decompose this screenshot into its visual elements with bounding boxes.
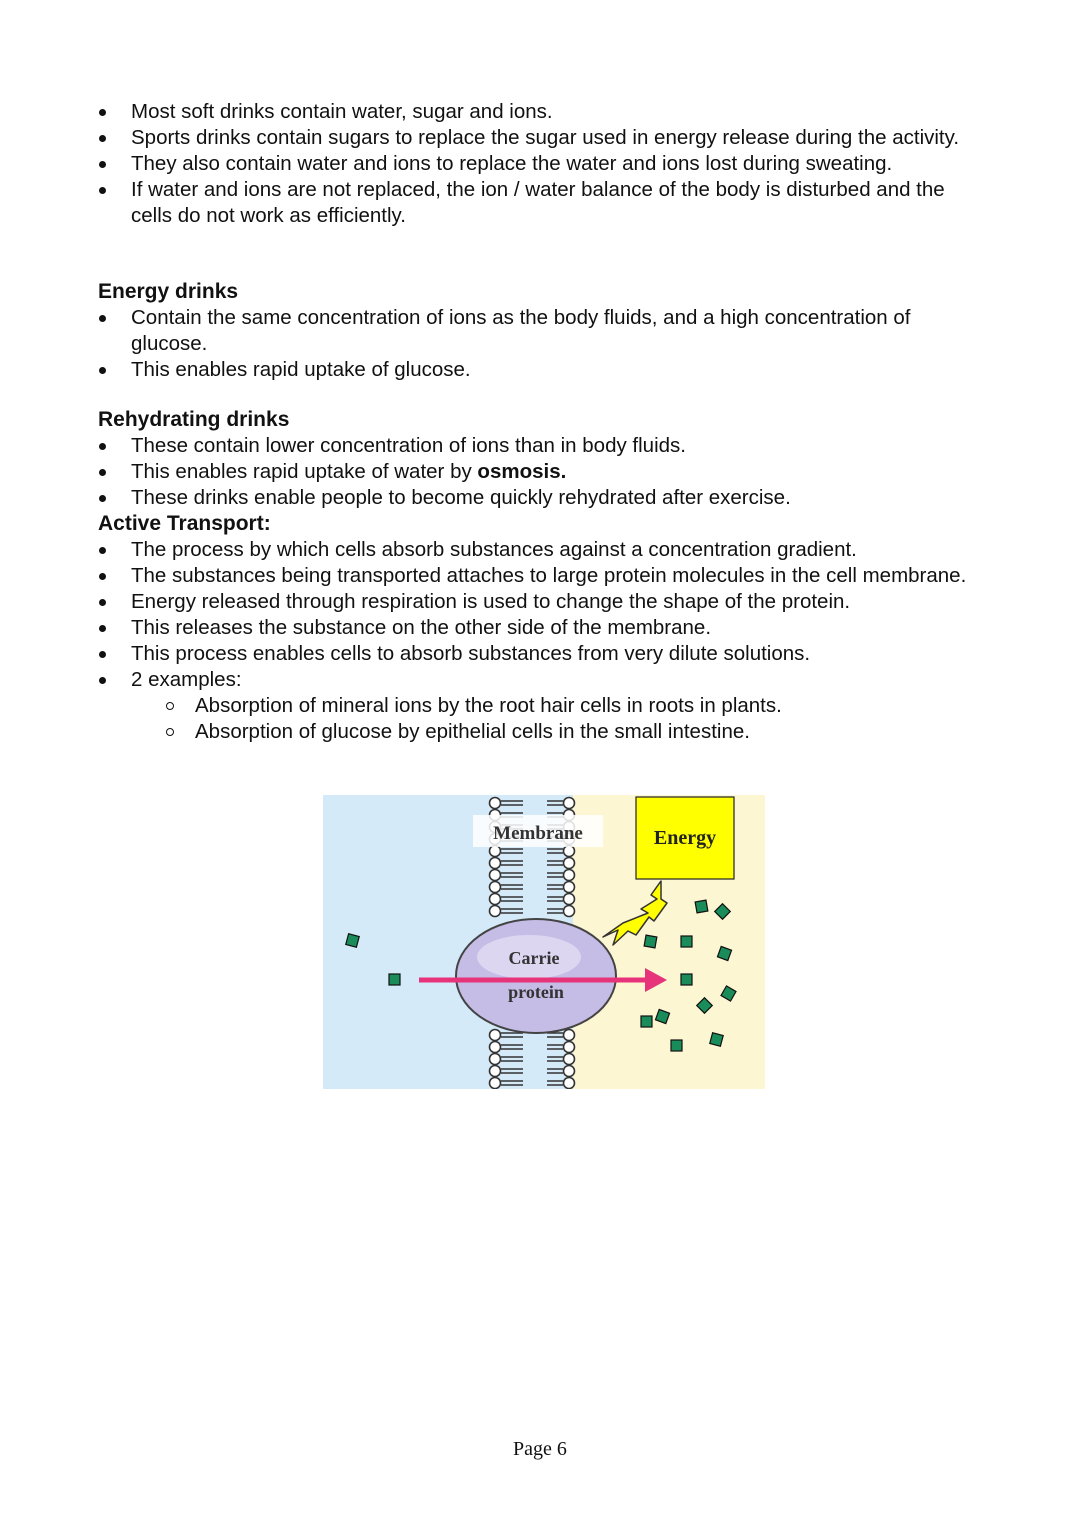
phospholipid-head <box>490 798 501 809</box>
list-item: The process by which cells absorb substances against a concentration gradient. <box>98 537 978 563</box>
list-item: These drinks enable people to become quickly rehydrated after exercise. <box>98 485 978 511</box>
active-transport-diagram <box>323 795 765 1089</box>
carrier-label-line2: protein <box>508 982 564 1002</box>
phospholipid-head <box>490 1030 501 1041</box>
phospholipid-head <box>564 906 575 917</box>
osmosis-term: osmosis. <box>477 460 567 483</box>
energy-drinks-heading: Energy drinks <box>98 280 239 303</box>
examples-list <box>98 693 978 745</box>
phospholipid-head <box>564 870 575 881</box>
rehydrating-drinks-section <box>98 407 978 745</box>
phospholipid-head <box>490 1042 501 1053</box>
membrane-label: Membrane <box>493 823 583 844</box>
phospholipid-head <box>490 906 501 917</box>
active-transport-heading: Active Transport: <box>98 512 271 535</box>
list-item: This process enables cells to absorb substances from very dilute solutions. <box>98 641 978 667</box>
particle <box>681 936 692 947</box>
list-item: This releases the substance on the other side of the membrane. <box>98 615 978 641</box>
phospholipid-head <box>564 1078 575 1089</box>
phospholipid-head <box>564 858 575 869</box>
list-item: Contain the same concentration of ions as the body fluids, and a high concentration of glucose. <box>98 305 978 357</box>
phospholipid-head <box>564 882 575 893</box>
particle <box>710 1033 723 1046</box>
phospholipid-head <box>564 846 575 857</box>
rehydrating-drinks-list <box>98 433 978 511</box>
page-number: Page 6 <box>513 1438 567 1460</box>
phospholipid-head <box>490 894 501 905</box>
particle <box>695 900 708 913</box>
list-item: Sports drinks contain sugars to replace the sugar used in energy release during the activity. <box>98 125 978 151</box>
phospholipid-head <box>564 1066 575 1077</box>
list-item <box>98 459 978 485</box>
phospholipid-head <box>564 1042 575 1053</box>
list-item: These contain lower concentration of ions than in body fluids. <box>98 433 978 459</box>
carrier-label-line1: Carrie <box>508 948 560 968</box>
energy-drinks-list <box>98 305 978 383</box>
particle <box>641 1016 652 1027</box>
energy-drinks-section <box>98 279 978 383</box>
list-item: This enables rapid uptake of glucose. <box>98 357 978 383</box>
rehydrating-drinks-heading: Rehydrating drinks <box>98 408 290 431</box>
intro-section <box>98 99 978 229</box>
phospholipid-head <box>490 846 501 857</box>
phospholipid-head <box>564 894 575 905</box>
phospholipid-head <box>490 882 501 893</box>
particle <box>389 974 400 985</box>
phospholipid-head <box>564 1030 575 1041</box>
phospholipid-head <box>564 798 575 809</box>
phospholipid-head <box>490 870 501 881</box>
phospholipid-head <box>490 1054 501 1065</box>
list-item: Energy released through respiration is used to change the shape of the protein. <box>98 589 978 615</box>
phospholipid-head <box>490 858 501 869</box>
list-item: Most soft drinks contain water, sugar and ions. <box>98 99 978 125</box>
particle <box>681 974 692 985</box>
list-item: They also contain water and ions to replace the water and ions lost during sweating. <box>98 151 978 177</box>
phospholipid-head <box>490 1066 501 1077</box>
example-item: Absorption of glucose by epithelial cells in the small intestine. <box>165 719 978 745</box>
active-transport-list <box>98 537 978 693</box>
particle <box>346 934 359 947</box>
phospholipid-head <box>490 1078 501 1089</box>
example-item: Absorption of mineral ions by the root hair cells in roots in plants. <box>165 693 978 719</box>
list-item: The substances being transported attaches to large protein molecules in the cell membrane. <box>98 563 978 589</box>
list-item: 2 examples: <box>98 667 978 693</box>
intro-list <box>98 99 978 229</box>
list-item: If water and ions are not replaced, the ion / water balance of the body is disturbed and the cells do not work as efficiently. <box>98 177 978 229</box>
particle <box>644 935 657 948</box>
phospholipid-head <box>564 1054 575 1065</box>
list-item-text: This enables rapid uptake of water by <box>131 460 478 483</box>
energy-label: Energy <box>653 827 717 849</box>
particle <box>671 1040 682 1051</box>
